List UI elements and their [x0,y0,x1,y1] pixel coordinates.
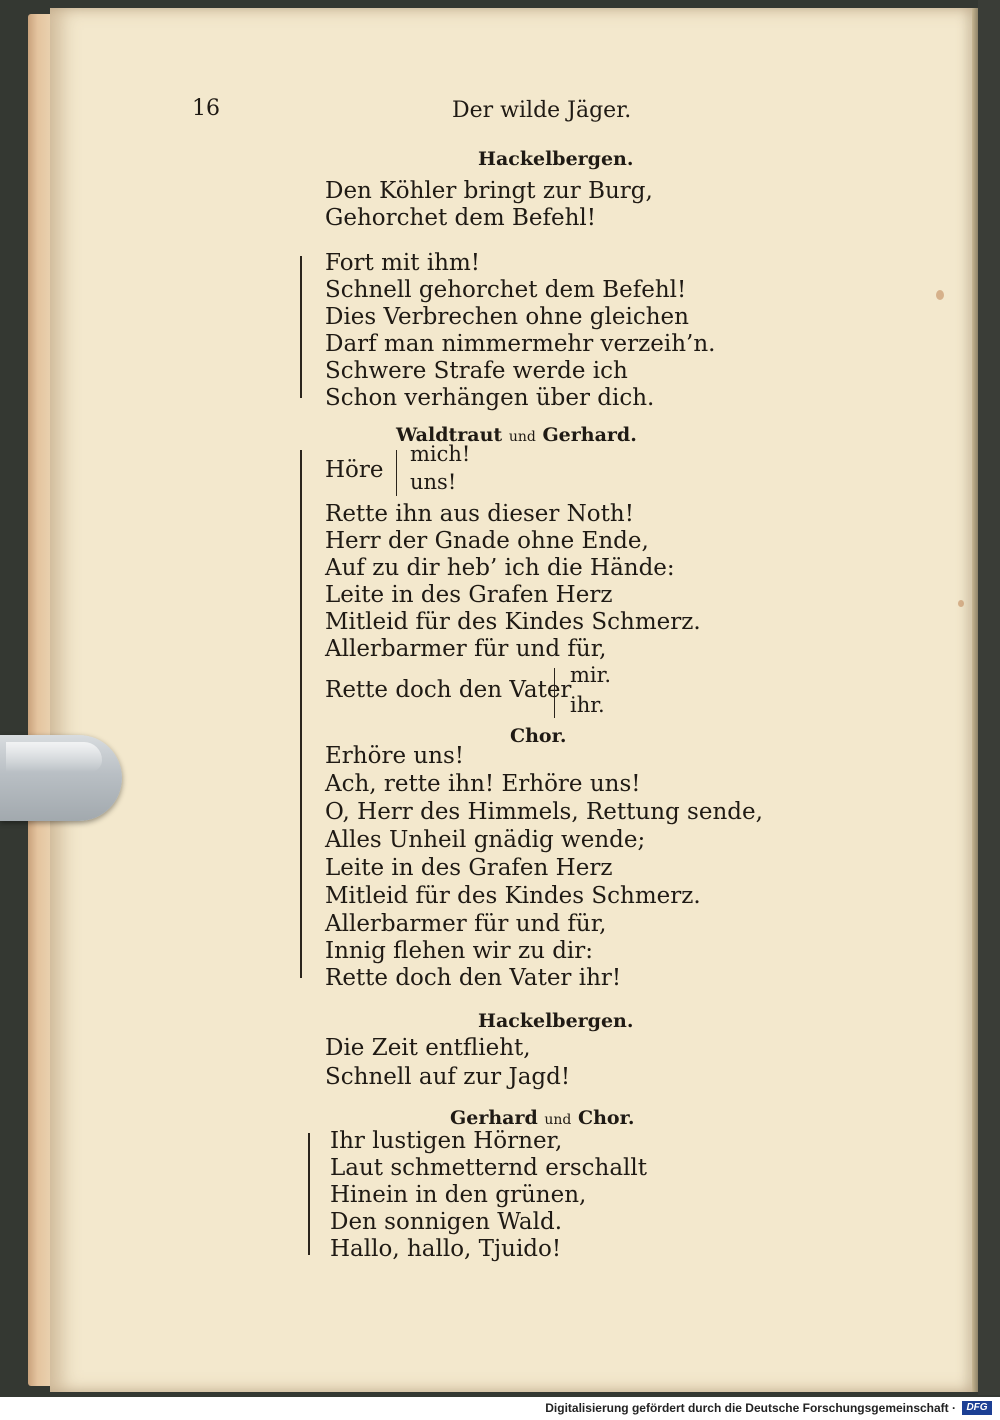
brace-bracket [300,256,302,398]
speaker-label: Chor. [510,725,567,747]
speaker-name: Gerhard. [542,424,637,446]
speaker-conjunction: und [508,429,536,445]
verse-line: Innig flehen wir zu dir: [325,938,594,964]
verse-line: Ach, rette ihn! Erhöre uns! [325,771,641,797]
alternative-brace [554,668,555,718]
verse-line: Ihr lustigen Hörner, [330,1128,563,1154]
verse-alternative: uns! [410,470,457,494]
verse-alternative: mich! [410,442,471,466]
verse-line: Mitleid für des Kindes Schmerz. [325,883,701,909]
verse-line: Leite in des Grafen Herz [325,582,613,608]
verse-line: Rette ihn aus dieser Noth! [325,501,634,527]
brace-bracket [300,450,302,978]
verse-line: Schon verhängen über dich. [325,385,655,411]
speaker-name: Waldtraut [396,424,503,446]
speaker-name: Chor. [578,1107,635,1129]
verse-line: Laut schmetternd erschallt [330,1155,647,1181]
brace-bracket [308,1133,310,1255]
verse-line: Darf man nimmermehr verzeih’n. [325,331,716,357]
verse-alternative: ihr. [570,693,605,717]
dfg-logo-icon: DFG [962,1401,992,1415]
verse-line: Dies Verbrechen ohne gleichen [325,304,689,330]
verse-line: Alles Unheil gnädig wende; [325,827,646,853]
verse-line: Den Köhler bringt zur Burg, [325,178,653,204]
verse-line: Höre [325,457,384,483]
verse-line: Die Zeit entflieht, [325,1035,531,1061]
verse-line: Hallo, hallo, Tjuido! [330,1236,562,1262]
verse-line: Auf zu dir heb’ ich die Hände: [325,555,675,581]
verse-line: Schnell gehorchet dem Befehl! [325,277,687,303]
speaker-label [450,1107,635,1129]
verse-line: Erhöre uns! [325,743,465,769]
verse-line: Schwere Strafe werde ich [325,358,628,384]
handle-shine [6,742,102,772]
verse-line: Hinein in den grünen, [330,1182,587,1208]
digitization-footer [0,1397,1000,1420]
running-title: Der wilde Jäger. [452,98,632,123]
verse-line: Gehorchet dem Befehl! [325,205,597,231]
verse-line: Mitleid für des Kindes Schmerz. [325,609,701,635]
foxing-spot [958,600,964,607]
speaker-name: Gerhard [450,1107,538,1129]
verse-line: Rette doch den Vater [325,677,572,703]
verse-line: Fort mit ihm! [325,250,481,276]
page-edge [28,14,52,1386]
foxing-spot [936,290,944,300]
verse-line: Herr der Gnade ohne Ende, [325,528,649,554]
verse-line: Allerbarmer für und für, [325,636,607,662]
speaker-label: Hackelbergen. [478,148,634,170]
alternative-brace [396,450,397,496]
verse-alternative: mir. [570,663,612,687]
speaker-label: Hackelbergen. [478,1010,634,1032]
verse-line: Leite in des Grafen Herz [325,855,613,881]
page-number: 16 [192,96,220,121]
verse-line: Den sonnigen Wald. [330,1209,563,1235]
footer-credit: Digitalisierung gefördert durch die Deutsche Forschungsgemeinschaft · [545,1401,956,1415]
speaker-conjunction: und [544,1112,572,1128]
verse-line: Schnell auf zur Jagd! [325,1064,571,1090]
scan-margin-right [978,0,1000,1395]
verse-line: Allerbarmer für und für, [325,911,607,937]
verse-line: Rette doch den Vater ihr! [325,965,622,991]
verse-line: O, Herr des Himmels, Rettung sende, [325,799,763,825]
